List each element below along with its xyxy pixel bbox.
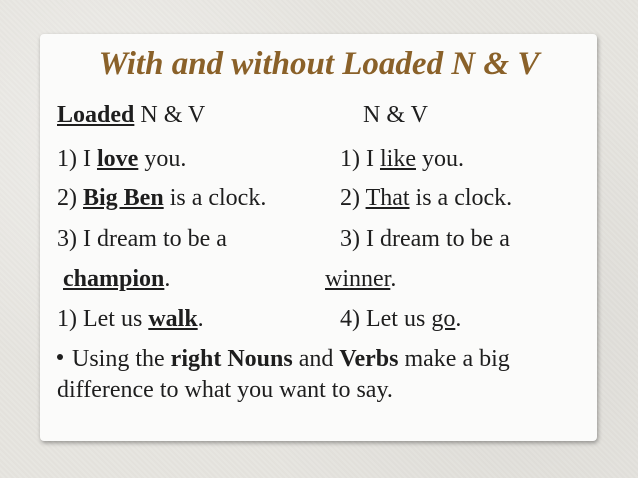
left-row-4-suffix: . — [164, 266, 171, 292]
bullet-part-1: Using the — [72, 346, 171, 372]
left-row-2 — [57, 184, 266, 212]
left-row-1-word: love — [96, 146, 139, 172]
left-row-5 — [57, 305, 204, 333]
left-row-5-word: walk — [148, 306, 198, 332]
left-header-loaded: Loaded — [57, 102, 135, 128]
right-row-4 — [325, 265, 396, 293]
right-row-3 — [340, 225, 510, 253]
left-row-5-suffix: . — [197, 306, 204, 332]
right-row-5-suffix: . — [455, 306, 462, 332]
left-row-1-suffix: you. — [138, 146, 187, 172]
right-row-1-word: like — [379, 146, 416, 172]
bullet-bold-1: right Nouns — [170, 346, 293, 372]
right-row-1 — [340, 145, 464, 173]
right-row-5-prefix: 4) Let us — [340, 306, 432, 332]
right-row-5 — [340, 305, 461, 333]
left-row-3 — [57, 225, 227, 253]
left-row-3-text: 3) I dream to be a — [57, 226, 227, 252]
right-row-2-prefix: 2) — [340, 185, 366, 211]
right-header-text: N & V — [363, 102, 428, 128]
left-header — [57, 101, 205, 129]
bullet-line-1 — [57, 345, 510, 373]
bullet-line-2 — [57, 376, 393, 404]
left-row-1 — [57, 145, 186, 173]
right-row-5-word: go — [431, 306, 456, 332]
right-row-1-prefix: 1) I — [340, 146, 380, 172]
left-row-2-suffix: is a clock. — [163, 185, 267, 211]
right-row-2 — [340, 184, 512, 212]
right-row-4-word: winner — [325, 266, 391, 292]
bullet-bold-2: Verbs — [339, 346, 399, 372]
left-row-5-prefix: 1) Let us — [57, 306, 149, 332]
left-row-4 — [63, 265, 170, 293]
left-row-2-prefix: 2) — [57, 185, 83, 211]
right-row-2-word: That — [365, 185, 410, 211]
slide-title: With and without Loaded N & V — [98, 46, 540, 82]
bullet-line-2-text: difference to what you want to say. — [57, 377, 393, 403]
right-row-1-suffix: you. — [415, 146, 464, 172]
right-row-2-suffix: is a clock. — [409, 185, 513, 211]
right-row-3-text: 3) I dream to be a — [340, 226, 510, 252]
left-row-1-prefix: 1) I — [57, 146, 97, 172]
bullet-part-3: make a big — [398, 346, 510, 372]
left-header-nv: N & V — [134, 102, 206, 128]
left-row-4-word: champion — [63, 266, 165, 292]
bullet-part-2: and — [292, 346, 340, 372]
left-row-2-word: Big Ben — [83, 185, 164, 211]
right-header — [363, 101, 428, 129]
right-row-4-suffix: . — [390, 266, 397, 292]
bullet-dot-icon — [57, 354, 63, 360]
